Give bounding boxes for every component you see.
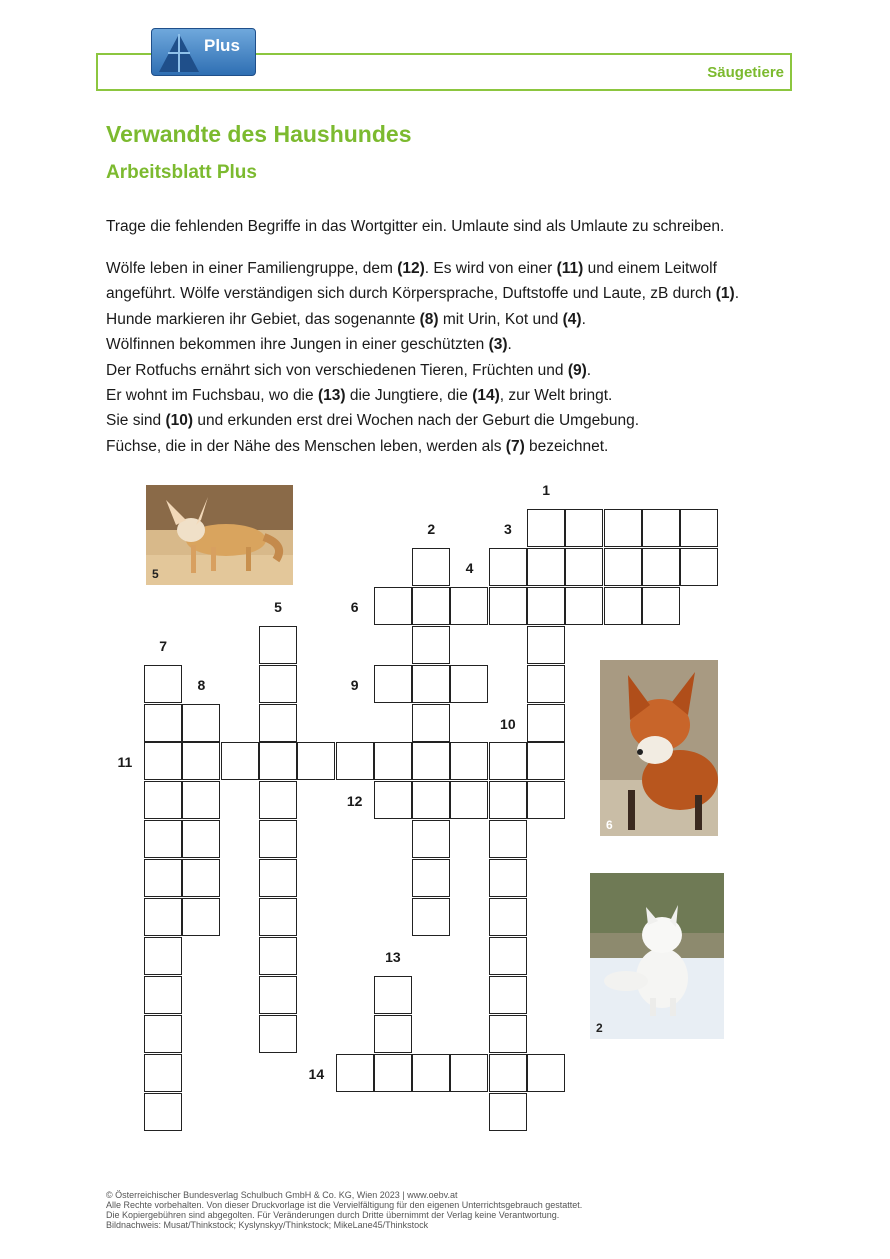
crossword-cell[interactable]	[527, 626, 565, 664]
crossword-cell[interactable]	[489, 587, 527, 625]
arctic-fox-photo	[590, 873, 724, 1039]
clue-number: 14	[308, 1065, 325, 1082]
crossword-cell[interactable]	[642, 548, 680, 586]
crossword-cell[interactable]	[144, 1054, 182, 1092]
clue-number: 11	[117, 754, 133, 771]
crossword-cell[interactable]	[259, 704, 297, 742]
text-segment: bezeichnet.	[524, 437, 609, 455]
clue-reference: (10)	[165, 412, 194, 430]
text-segment: .	[581, 310, 586, 328]
red-fox-photo	[600, 660, 718, 836]
text-line	[106, 281, 806, 306]
crossword-cell[interactable]	[182, 859, 220, 897]
footer-line: Die Kopiergebühren sind abgegolten. Für Veränderungen durch Dritte übernimmt der Verlag keine Verantwortung.	[106, 1210, 560, 1220]
logo-text: Plus	[204, 36, 240, 55]
crossword-cell[interactable]	[297, 742, 335, 780]
crossword-cell[interactable]	[412, 1054, 450, 1092]
footer-line: Alle Rechte vorbehalten. Von dieser Druckvorlage ist die Vervielfältigung für den eigenen Unterrichtsgebrauch gestattet.	[106, 1200, 583, 1210]
crossword-cell[interactable]	[527, 704, 565, 742]
crossword-cell[interactable]	[144, 859, 182, 897]
crossword-cell[interactable]	[604, 548, 642, 586]
clue-reference: (14)	[472, 387, 500, 405]
crossword-cell[interactable]	[374, 742, 412, 780]
clue-number: 8	[197, 676, 206, 693]
footer-line: Bildnachweis: Musat/Thinkstock; Kyslynskyy/Thinkstock; MikeLane45/Thinkstock	[106, 1220, 429, 1230]
cloze-text	[106, 256, 806, 459]
crossword-cell[interactable]	[527, 1054, 565, 1092]
crossword-cell[interactable]	[450, 781, 488, 819]
text-segment: Er wohnt im Fuchsbau, wo die	[106, 387, 318, 405]
text-segment: Hunde markieren ihr Gebiet, das sogenannte	[106, 310, 420, 328]
crossword-cell[interactable]	[527, 742, 565, 780]
crossword-cell[interactable]	[642, 587, 680, 625]
publisher-logo	[151, 28, 256, 76]
crossword-cell[interactable]	[259, 626, 297, 664]
crossword-cell[interactable]	[412, 548, 450, 586]
crossword-cell[interactable]	[374, 976, 412, 1014]
clue-number: 7	[159, 637, 168, 654]
crossword-cell[interactable]	[144, 742, 182, 780]
crossword-cell[interactable]	[412, 587, 450, 625]
crossword-cell[interactable]	[259, 1015, 297, 1053]
crossword-cell[interactable]	[412, 781, 450, 819]
instruction-text: Trage die fehlenden Begriffe in das Wortgitter ein. Umlaute sind als Umlaute zu schreiben.	[106, 218, 725, 235]
crossword-cell[interactable]	[527, 548, 565, 586]
text-segment: Wölfe leben in einer Familiengruppe, dem	[106, 260, 398, 277]
clue-reference: (13)	[317, 387, 346, 405]
text-segment: . Es wird von einer	[424, 260, 557, 277]
text-segment: Sie sind	[106, 412, 166, 430]
crossword-cell[interactable]	[336, 742, 374, 780]
triangle-logo-icon	[154, 29, 204, 75]
photo-label: 6	[606, 818, 613, 832]
crossword-cell[interactable]	[489, 820, 527, 858]
crossword-cell[interactable]	[489, 742, 527, 780]
text-segment: angeführt. Wölfe verständigen sich durch Körpersprache, Duftstoffe und Laute, zB durch	[106, 285, 716, 303]
crossword-cell[interactable]	[259, 976, 297, 1014]
text-line	[106, 408, 806, 433]
crossword-cell[interactable]	[259, 820, 297, 858]
crossword-cell[interactable]	[450, 742, 488, 780]
clue-number: 2	[427, 521, 436, 537]
crossword-cell[interactable]	[182, 781, 220, 819]
text-segment: mit Urin, Kot und	[438, 310, 563, 328]
text-segment: und einem Leitwolf	[583, 260, 717, 277]
clue-reference: (7)	[505, 437, 525, 455]
crossword-cell[interactable]	[489, 548, 527, 586]
clue-number: 3	[503, 521, 512, 537]
crossword-cell[interactable]	[412, 742, 450, 780]
crossword-cell[interactable]	[144, 665, 182, 703]
crossword-cell[interactable]	[259, 665, 297, 703]
crossword-cell[interactable]	[259, 937, 297, 975]
text-segment: .	[734, 285, 739, 303]
clue-number: 9	[350, 676, 359, 693]
text-line	[106, 307, 806, 332]
clue-number: 1	[542, 482, 551, 499]
crossword-cell[interactable]	[144, 937, 182, 975]
text-segment: , zur Welt bringt.	[499, 387, 613, 405]
arctic-fox-image	[590, 873, 724, 1039]
text-line	[106, 434, 806, 459]
crossword-cell[interactable]	[450, 1054, 488, 1092]
text-segment: und erkunden erst drei Wochen nach der Geburt die Umgebung.	[193, 412, 640, 430]
crossword-cell[interactable]	[680, 509, 718, 547]
crossword-cell[interactable]	[374, 1054, 412, 1092]
crossword-cell[interactable]	[565, 587, 603, 625]
text-segment: Füchse, die in der Nähe des Menschen leben, werden als	[106, 437, 506, 455]
footer	[106, 1190, 582, 1230]
crossword-cell[interactable]	[604, 587, 642, 625]
red-fox-image	[600, 660, 718, 836]
text-line	[106, 256, 806, 281]
crossword-cell[interactable]	[412, 665, 450, 703]
crossword-cell[interactable]	[259, 859, 297, 897]
clue-reference: (1)	[715, 285, 735, 303]
crossword-cell[interactable]	[527, 781, 565, 819]
subject-label: Säugetiere	[707, 64, 784, 81]
crossword-cell[interactable]	[144, 898, 182, 936]
clue-reference: (9)	[567, 361, 587, 379]
crossword-cell[interactable]	[489, 898, 527, 936]
page-subtitle: Arbeitsblatt Plus	[106, 162, 257, 183]
crossword-cell[interactable]	[374, 587, 412, 625]
text-segment: .	[507, 336, 512, 354]
clue-number: 10	[500, 715, 516, 732]
crossword-cell[interactable]	[489, 1015, 527, 1053]
crossword-cell[interactable]	[450, 665, 488, 703]
clue-number: 5	[274, 598, 282, 615]
text-line	[106, 332, 806, 357]
photo-label: 2	[596, 1021, 603, 1035]
crossword-cell[interactable]	[412, 704, 450, 742]
crossword-cell[interactable]	[144, 976, 182, 1014]
crossword-cell[interactable]	[680, 548, 718, 586]
crossword-cell[interactable]	[182, 704, 220, 742]
photo-label: 5	[152, 567, 159, 581]
crossword-cell[interactable]	[259, 898, 297, 936]
clue-number: 4	[465, 559, 474, 576]
text-segment: Der Rotfuchs ernährt sich von verschiedenen Tieren, Früchten und	[106, 361, 568, 379]
clue-number: 13	[385, 948, 401, 965]
fennec-fox-photo	[146, 485, 293, 585]
crossword-cell[interactable]	[489, 781, 527, 819]
crossword-cell[interactable]	[489, 976, 527, 1014]
crossword-cell[interactable]	[527, 509, 565, 547]
crossword-cell[interactable]	[565, 548, 603, 586]
crossword-cell[interactable]	[489, 859, 527, 897]
crossword-cell[interactable]	[489, 1093, 527, 1131]
clue-reference: (3)	[488, 336, 508, 354]
clue-reference: (8)	[419, 310, 439, 328]
crossword-cell[interactable]	[182, 898, 220, 936]
crossword-cell[interactable]	[374, 781, 412, 819]
crossword-cell[interactable]	[221, 742, 259, 780]
clue-reference: (4)	[562, 310, 582, 328]
crossword-cell[interactable]	[144, 1093, 182, 1131]
crossword-cell[interactable]	[565, 509, 603, 547]
crossword-cell[interactable]	[374, 665, 412, 703]
crossword-cell[interactable]	[527, 587, 565, 625]
crossword-cell[interactable]	[642, 509, 680, 547]
crossword-cell[interactable]	[412, 820, 450, 858]
text-line	[106, 358, 806, 383]
crossword-cell[interactable]	[489, 937, 527, 975]
crossword-cell[interactable]	[144, 781, 182, 819]
footer-line: © Österreichischer Bundesverlag Schulbuch GmbH & Co. KG, Wien 2023 | www.oebv.at	[106, 1190, 458, 1200]
crossword-cell[interactable]	[527, 665, 565, 703]
text-segment: die Jungtiere, die	[345, 387, 473, 405]
clue-number: 12	[346, 793, 363, 810]
crossword-cell[interactable]	[412, 626, 450, 664]
text-segment: .	[586, 361, 592, 379]
crossword-cell[interactable]	[144, 1015, 182, 1053]
crossword-cell[interactable]	[182, 742, 220, 780]
crossword-cell[interactable]	[259, 742, 297, 780]
crossword-cell[interactable]	[450, 587, 488, 625]
crossword-cell[interactable]	[182, 820, 220, 858]
crossword-cell[interactable]	[336, 1054, 374, 1092]
crossword-cell[interactable]	[144, 704, 182, 742]
fennec-fox-image	[146, 485, 293, 585]
crossword-cell[interactable]	[412, 859, 450, 897]
crossword-cell[interactable]	[144, 820, 182, 858]
clue-reference: (11)	[556, 260, 584, 277]
crossword-cell[interactable]	[374, 1015, 412, 1053]
text-segment: Wölfinnen bekommen ihre Jungen in einer geschützten	[106, 336, 489, 354]
page-title: Verwandte des Haushundes	[106, 121, 412, 147]
text-line	[106, 383, 806, 408]
clue-reference: (12)	[397, 260, 425, 277]
crossword-cell[interactable]	[259, 781, 297, 819]
crossword-cell[interactable]	[412, 898, 450, 936]
crossword-cell[interactable]	[489, 1054, 527, 1092]
clue-number: 6	[350, 598, 359, 615]
crossword-cell[interactable]	[604, 509, 642, 547]
